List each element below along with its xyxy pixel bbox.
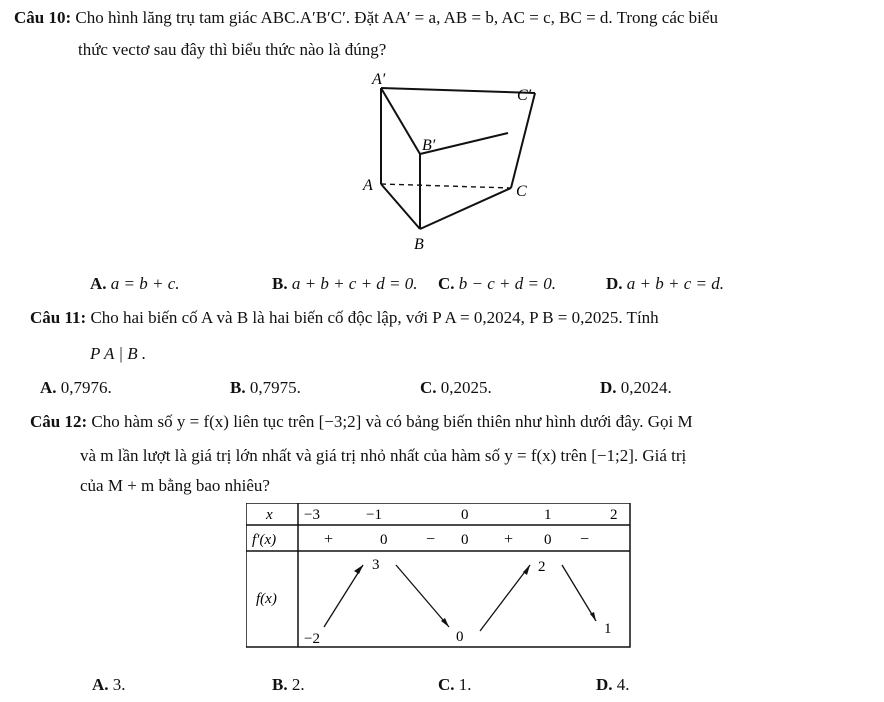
- option-letter: B.: [230, 378, 246, 397]
- q12-option-b[interactable]: [272, 675, 305, 695]
- x-value: 0: [461, 507, 469, 523]
- option-letter: B.: [272, 675, 288, 694]
- option-letter: D.: [606, 274, 623, 293]
- fprime-zero: 0: [461, 532, 469, 548]
- option-text: 0,2025.: [440, 378, 492, 397]
- x-value: −3: [304, 507, 320, 523]
- x-value: −1: [366, 507, 382, 523]
- x-label: x: [266, 507, 273, 523]
- q11-option-d[interactable]: [600, 378, 672, 398]
- prism-figure: [330, 68, 580, 258]
- q12-option-a[interactable]: [92, 675, 126, 695]
- question-10-label: Câu 10:: [14, 8, 72, 27]
- option-letter: B.: [272, 274, 288, 293]
- fprime-sign: −: [426, 531, 436, 548]
- option-text: 1.: [458, 675, 472, 694]
- option-text: a + b + c = d.: [626, 274, 724, 293]
- f-value: 0: [456, 629, 464, 645]
- option-text: a + b + c + d = 0.: [291, 274, 418, 293]
- q10-option-d[interactable]: [606, 274, 724, 294]
- q10-option-c[interactable]: [438, 274, 556, 294]
- f-value: 2: [538, 559, 546, 575]
- option-text: a = b + c.: [110, 274, 180, 293]
- option-text: 0,7976.: [60, 378, 112, 397]
- question-12-text-1: Cho hàm số y = f(x) liên tục trên [−3;2] và có bảng biến thiên như hình dưới đây. Gọi M: [91, 412, 693, 431]
- option-text: 3.: [112, 675, 126, 694]
- q11-option-a[interactable]: [40, 378, 112, 398]
- question-11-line-1: [30, 308, 659, 328]
- x-value: 2: [610, 507, 618, 523]
- fprime-sign: +: [504, 531, 514, 548]
- decrease-arrow: [562, 565, 596, 621]
- fprime-sign: −: [580, 531, 590, 548]
- q10-option-a[interactable]: [90, 274, 180, 294]
- q12-option-c[interactable]: [438, 675, 472, 695]
- fprime-label: f′(x): [252, 532, 277, 548]
- q10-option-b[interactable]: [272, 274, 418, 294]
- option-letter: C.: [420, 378, 437, 397]
- question-12-text-3: của M + m bằng bao nhiêu?: [80, 476, 270, 495]
- option-text: 0,7975.: [249, 378, 301, 397]
- option-letter: D.: [600, 378, 617, 397]
- option-text: b − c + d = 0.: [458, 274, 556, 293]
- increase-arrow: [480, 565, 530, 631]
- fprime-sign: +: [324, 531, 334, 548]
- question-11-text-2: P A | B .: [90, 344, 147, 363]
- x-value: 1: [544, 507, 552, 523]
- question-10-text-1: Cho hình lăng trụ tam giác ABC.A′B′C′. Đặt AA′ = a, AB = b, AC = c, BC = d. Trong các biểu: [75, 8, 718, 27]
- q11-option-c[interactable]: [420, 378, 492, 398]
- option-letter: D.: [596, 675, 613, 694]
- option-letter: A.: [40, 378, 57, 397]
- vertex-a-prime: A′: [372, 71, 386, 88]
- question-12-text-2: và m lần lượt là giá trị lớn nhất và giá trị nhỏ nhất của hàm số y = f(x) trên [−1;2]. Giá trị: [80, 446, 687, 465]
- f-value: 1: [604, 621, 612, 637]
- question-12-line-1: [30, 412, 693, 432]
- option-letter: C.: [438, 274, 455, 293]
- question-12-label: Câu 12:: [30, 412, 88, 431]
- f-label: f(x): [256, 591, 277, 607]
- vertex-b: B: [414, 236, 424, 253]
- vertex-c-prime: C′: [517, 87, 532, 104]
- increase-arrow: [324, 565, 363, 627]
- option-text: 4.: [616, 675, 630, 694]
- f-value: 3: [372, 557, 380, 573]
- fprime-zero: 0: [380, 532, 388, 548]
- option-letter: A.: [90, 274, 107, 293]
- f-value: −2: [304, 631, 320, 647]
- option-letter: C.: [438, 675, 455, 694]
- decrease-arrow: [396, 565, 449, 627]
- vertex-a: A: [363, 177, 373, 194]
- question-10-line-1: [14, 8, 718, 28]
- option-text: 0,2024.: [620, 378, 672, 397]
- option-text: 2.: [291, 675, 305, 694]
- question-10-text-2: thức vectơ sau đây thì biểu thức nào là đúng?: [78, 40, 387, 59]
- vertex-b-prime: B′: [422, 137, 436, 154]
- fprime-zero: 0: [544, 532, 552, 548]
- vertex-c: C: [516, 183, 527, 200]
- question-11-label: Câu 11:: [30, 308, 87, 327]
- q12-option-d[interactable]: [596, 675, 630, 695]
- question-11-text-1: Cho hai biến cố A và B là hai biến cố độc lập, với P A = 0,2024, P B = 0,2025. Tính: [90, 308, 659, 327]
- q11-option-b[interactable]: [230, 378, 301, 398]
- variation-table: [246, 503, 632, 649]
- option-letter: A.: [92, 675, 109, 694]
